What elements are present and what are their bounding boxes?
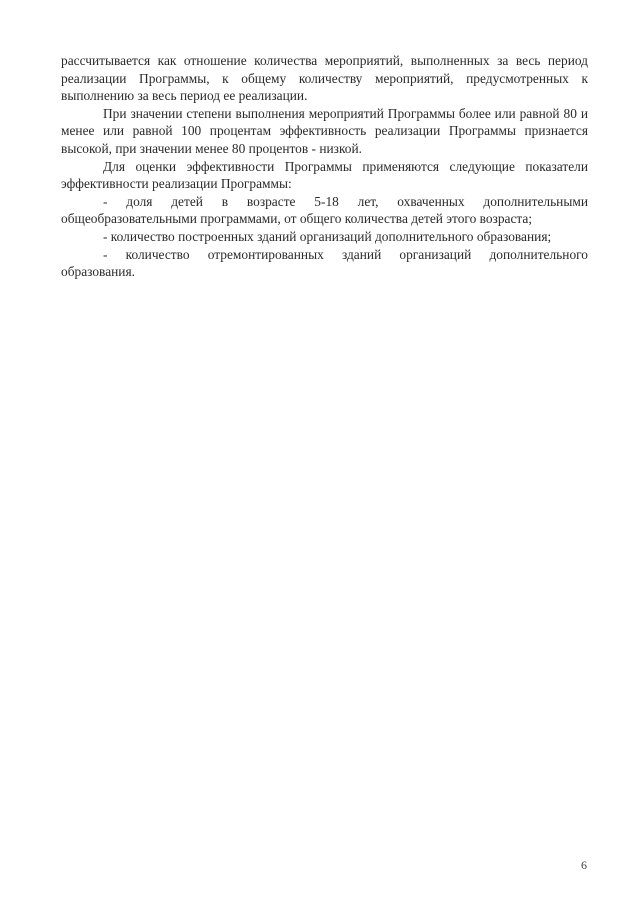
paragraph-efficiency-threshold: При значении степени выполнения мероприятий Программы более или равной 80 и менее или равной 100 процентам эффективность реализации Программы признается высокой, при значении менее 80 процентов - низкой. [61, 105, 588, 156]
list-item-built-buildings: - количество построенных зданий организаций дополнительного образования; [103, 228, 552, 244]
document-body [61, 52, 588, 281]
list-item-renovated-buildings: - количество отремонтированных зданий организаций дополнительного образования. [61, 246, 588, 280]
page-number: 6 [581, 858, 587, 872]
paragraph-calculation-method: рассчитывается как отношение количества мероприятий, выполненных за весь период реализации Программы, к общему количеству мероприятий, предусмотренных к выполнению за весь период ее реализации. [61, 53, 588, 104]
paragraph-indicators-intro: Для оценки эффективности Программы применяются следующие показатели эффективности реализации Программы: [61, 158, 588, 192]
list-item-children-share: - доля детей в возрасте 5-18 лет, охваченных дополнительными общеобразовательными программами, от общего количества детей этого возраста; [61, 193, 588, 227]
